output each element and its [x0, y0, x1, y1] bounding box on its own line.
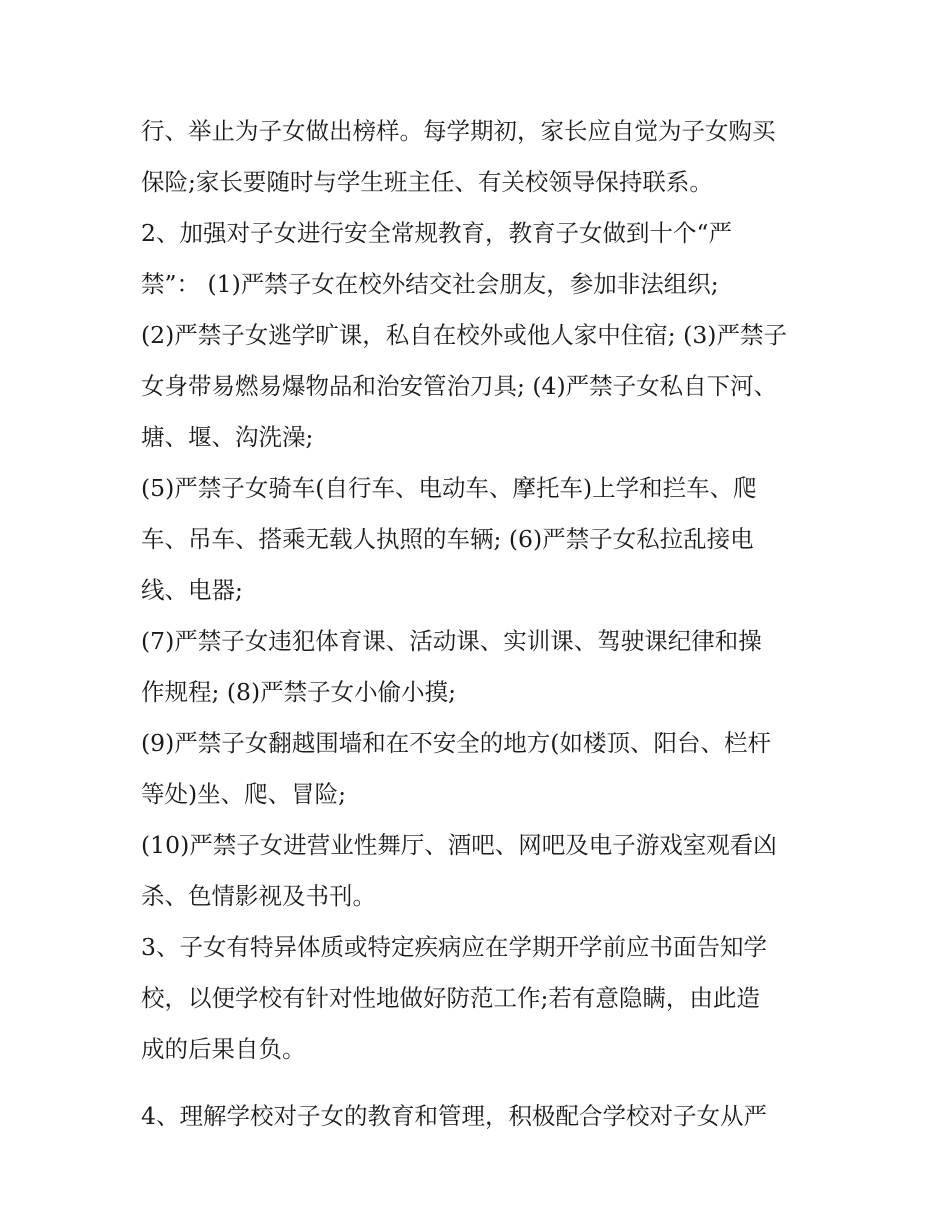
- text-line: 作规程; (8)严禁子女小偷小摸;: [141, 678, 457, 706]
- document-body: [141, 106, 821, 1142]
- paragraph-gap: [141, 1075, 821, 1091]
- text-line: 车、吊车、搭乘无载人执照的车辆; (6)严禁子女私拉乱接电: [141, 525, 754, 553]
- text-line: 塘、堰、沟洗澡;: [141, 423, 314, 451]
- text-line: 线、电器;: [141, 576, 243, 604]
- text-line: 4、理解学校对子女的教育和管理，积极配合学校对子女从严: [141, 1102, 767, 1130]
- text-line: (10)严禁子女进营业性舞厅、酒吧、网吧及电子游戏室观看凶: [141, 831, 777, 859]
- text-line: (2)严禁子女逃学旷课，私自在校外或他人家中住宿; (3)严禁子: [141, 321, 787, 349]
- text-line: 等处)坐、爬、冒险;: [141, 780, 347, 808]
- text-line: 禁”： (1)严禁子女在校外结交社会朋友，参加非法组织;: [141, 270, 719, 298]
- text-line: 成的后果自负。: [141, 1035, 306, 1063]
- text-line: 校，以便学校有针对性地做好防范工作;若有意隐瞒，由此造: [141, 984, 760, 1012]
- text-line: 3、子女有特异体质或特定疾病应在学期开学前应书面告知学: [141, 933, 767, 961]
- text-line: 保险;家长要随时与学生班主任、有关校领导保持联系。: [141, 168, 713, 196]
- text-line: (5)严禁子女骑车(自行车、电动车、摩托车)上学和拦车、爬: [141, 474, 757, 502]
- text-line: 女身带易燃易爆物品和治安管治刀具; (4)严禁子女私自下河、: [141, 372, 778, 400]
- text-line: (7)严禁子女违犯体育课、活动课、实训课、驾驶课纪律和操: [141, 627, 762, 655]
- text-line: (9)严禁子女翻越围墙和在不安全的地方(如楼顶、阳台、栏杆: [141, 729, 771, 757]
- text-line: 2、加强对子女进行安全常规教育，教育子女做到十个“严: [141, 219, 732, 247]
- text-line: 行、举止为子女做出榜样。每学期初，家长应自觉为子女购买: [141, 117, 776, 145]
- text-line: 杀、色情影视及书刊。: [141, 882, 376, 910]
